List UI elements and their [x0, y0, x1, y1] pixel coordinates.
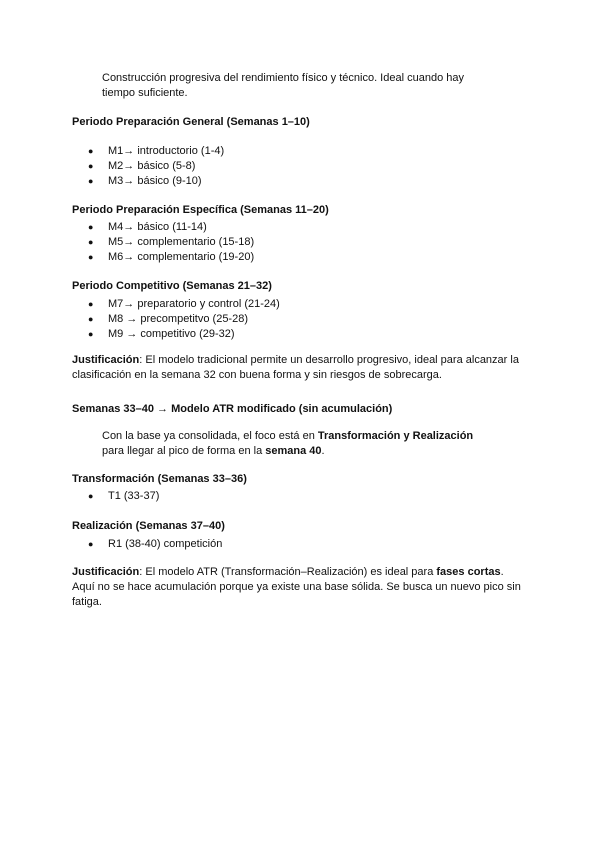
atr-paragraph: Con la base ya consolidada, el foco está en Transformación y Realización para llegar al pico de forma en la semana 40.: [102, 430, 474, 457]
general-period-heading: Periodo Preparación General (Semanas 1–10): [72, 116, 310, 128]
competitive-period-heading: Periodo Competitivo (Semanas 21–32): [72, 280, 272, 292]
general-period-list: [72, 144, 532, 189]
bullet-icon: ●: [88, 146, 94, 156]
transformation-list: [72, 489, 532, 504]
justification-paragraph-2: Justificación: El modelo ATR (Transformación–Realización) es ideal para fases cortas. Aquí no se hace acumulación porque ya existe una base sólida. Se busca un nuevo pico sin fatiga.: [72, 566, 521, 608]
bullet-icon: ●: [88, 176, 94, 186]
list-item: ● M6→ complementario (19-20): [88, 251, 255, 263]
atr-section-heading: Semanas 33–40 → Modelo ATR modificado (sin acumulación): [72, 403, 393, 415]
bullet-icon: ●: [88, 329, 94, 339]
bullet-icon: ●: [88, 237, 94, 247]
intro-paragraph: [102, 71, 522, 101]
realization-list: [72, 537, 532, 552]
bullet-icon: ●: [88, 299, 94, 309]
bullet-icon: ●: [88, 222, 94, 232]
justification-label: Justificación: [72, 566, 140, 578]
list-item: ● M7→ preparatorio y control (21-24): [88, 298, 280, 310]
list-item: ● M2→ básico (5-8): [88, 160, 196, 172]
bullet-icon: ●: [88, 314, 94, 324]
specific-period-list: [72, 220, 532, 265]
competitive-period-list: [72, 297, 532, 342]
bullet-icon: ●: [88, 491, 94, 501]
bullet-icon: ●: [88, 252, 94, 262]
realization-heading: Realización (Semanas 37–40): [72, 520, 225, 532]
list-item: ● M1→ introductorio (1-4): [88, 145, 225, 157]
justification-paragraph-1: Justificación: El modelo tradicional permite un desarrollo progresivo, ideal para alcanzar la clasificación en la semana 32 con buena forma y sin riesgos de sobrecarga.: [72, 354, 519, 381]
justification-label: Justificación: [72, 354, 140, 366]
list-item: ● T1 (33-37): [88, 490, 160, 502]
list-item: ● M8 → precompetitvo (25-28): [88, 313, 248, 325]
list-item: ● M3→ básico (9-10): [88, 175, 202, 187]
specific-period-heading: Periodo Preparación Específica (Semanas 11–20): [72, 204, 329, 216]
bullet-icon: ●: [88, 539, 94, 549]
list-item: ● M9 → competitivo (29-32): [88, 328, 235, 340]
intro-line-1: Construcción progresiva del rendimiento físico y técnico. Ideal cuando hay: [102, 72, 464, 84]
bullet-icon: ●: [88, 161, 94, 171]
list-item: ● M4→ básico (11-14): [88, 221, 207, 233]
transformation-heading: Transformación (Semanas 33–36): [72, 473, 247, 485]
list-item: ● R1 (38-40) competición: [88, 538, 223, 550]
intro-line-2: tiempo suficiente.: [102, 87, 188, 99]
list-item: ● M5→ complementario (15-18): [88, 236, 255, 248]
